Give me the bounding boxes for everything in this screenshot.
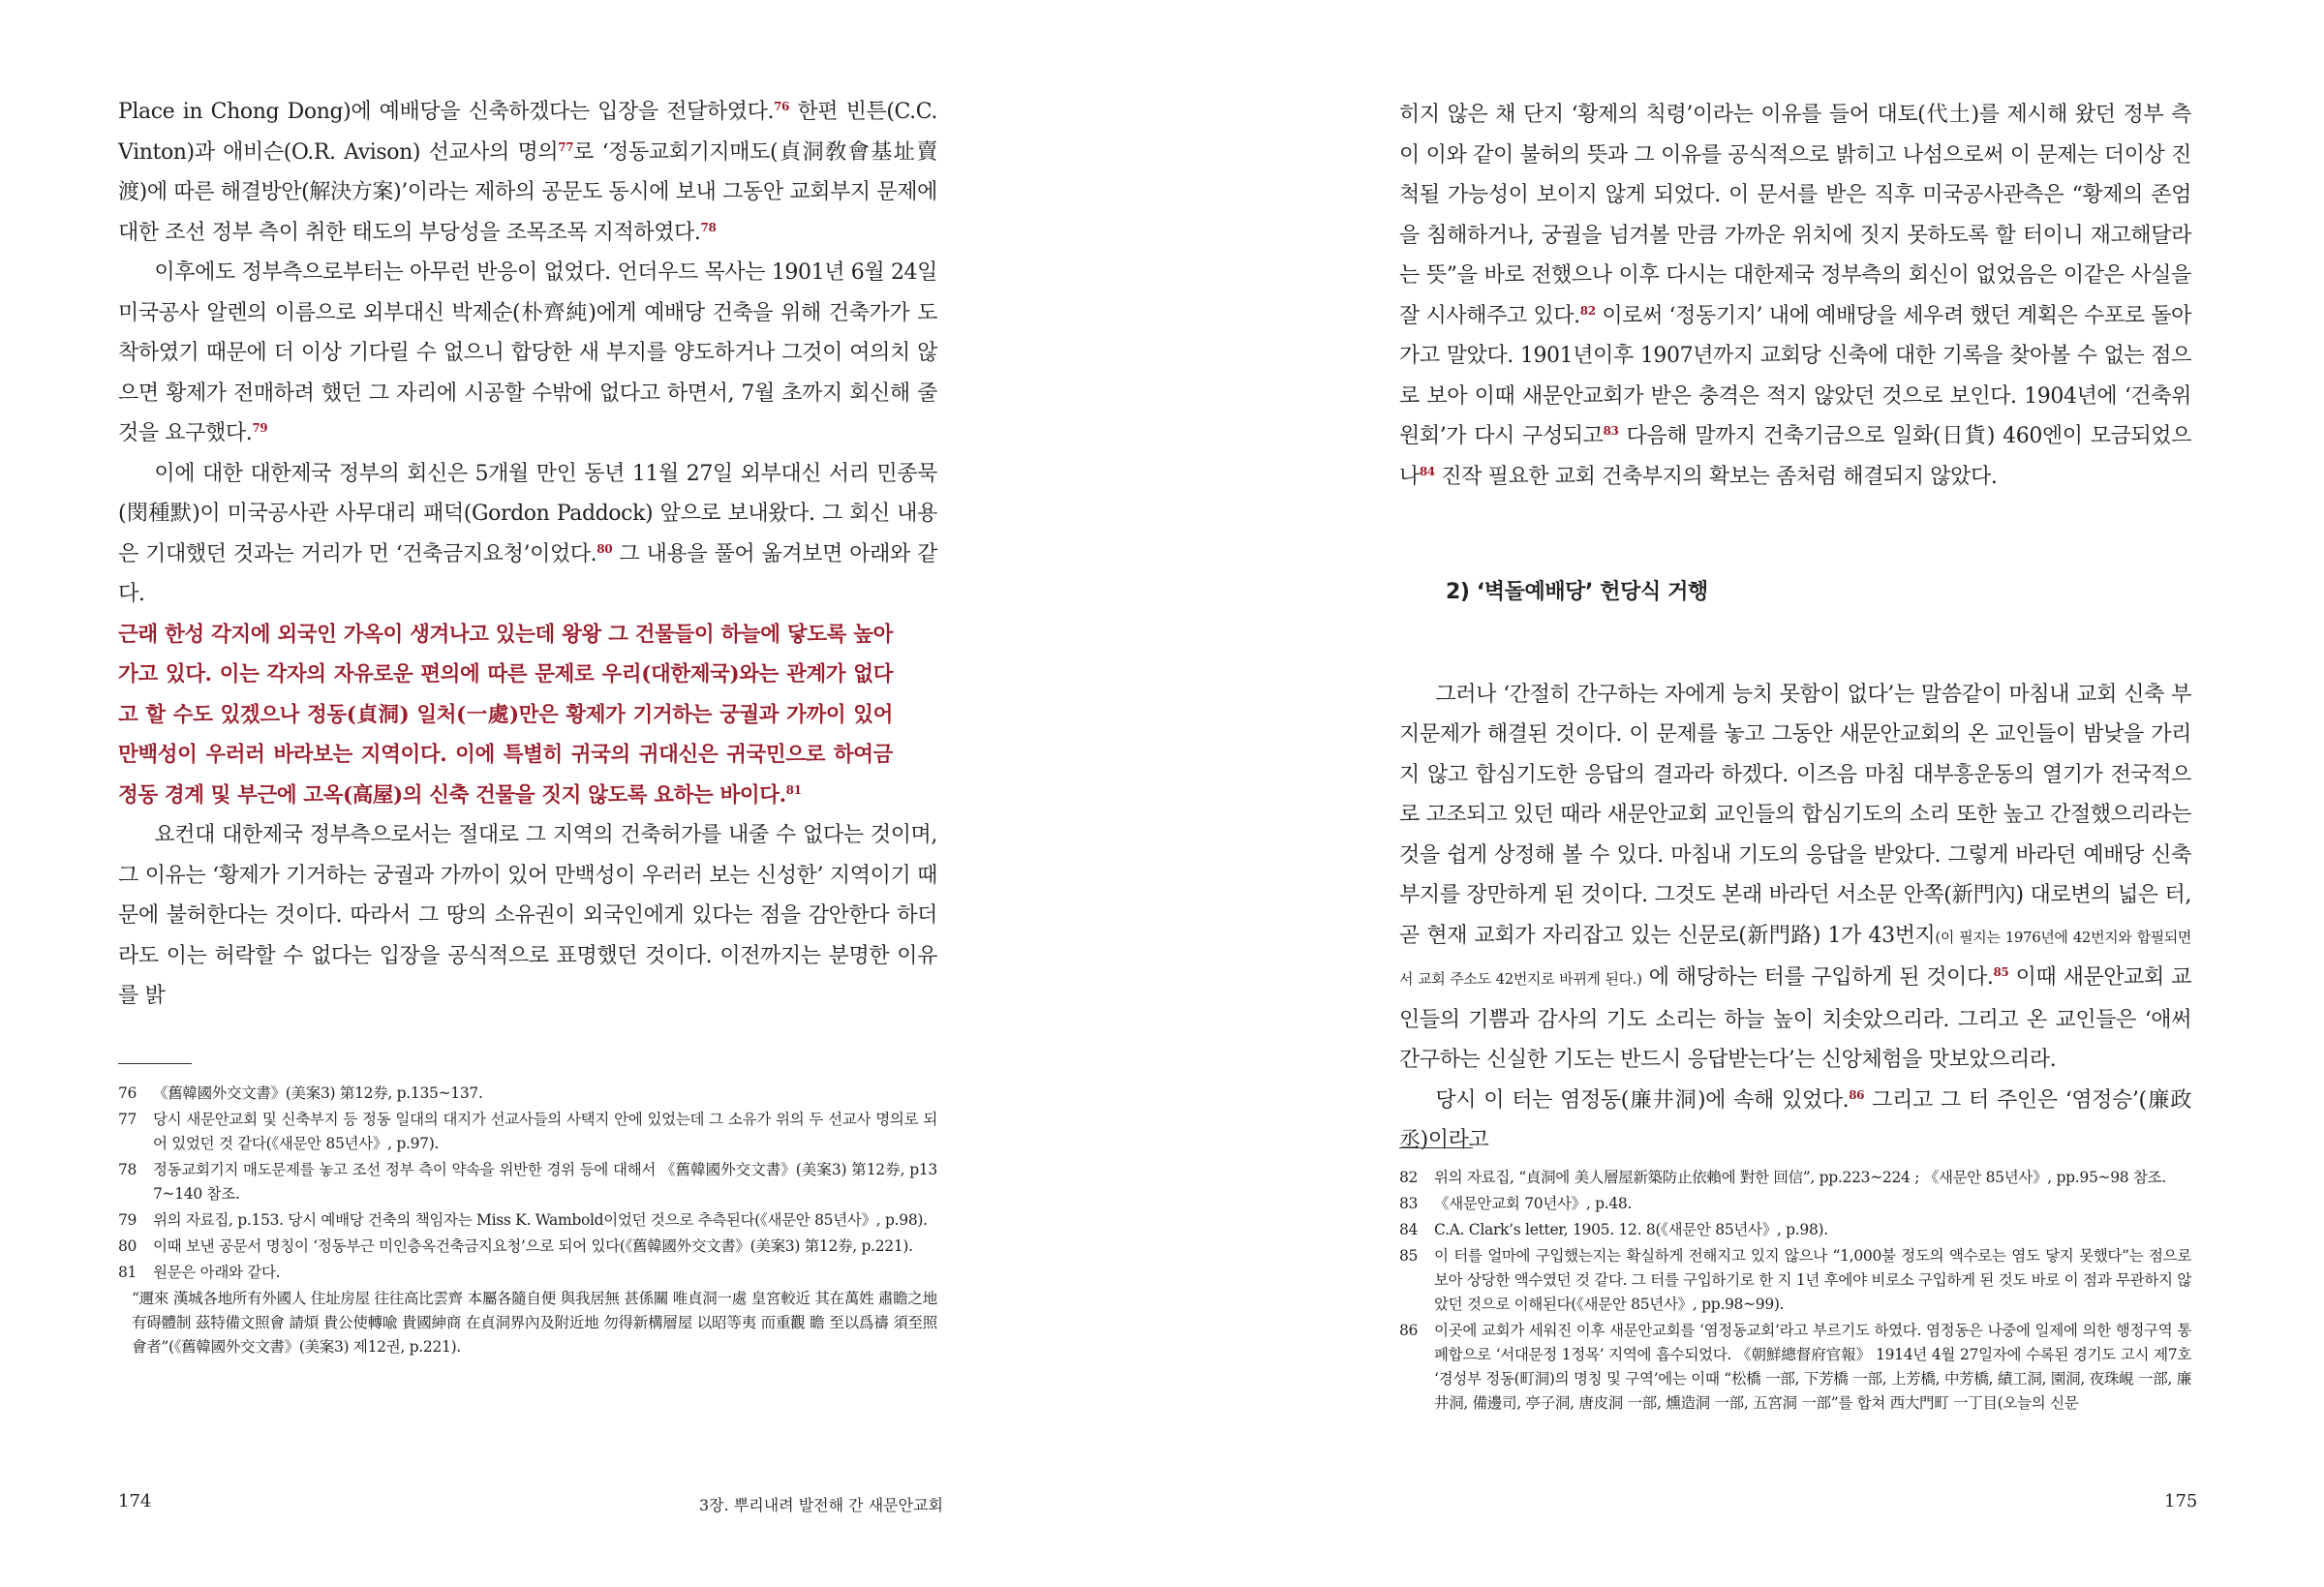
footnote: 82 위의 자료집, “貞洞에 美人層屋新築防止依賴에 對한 回信”, pp.223~224 ; 《새문안 85년사》, pp.95~98 참조. xyxy=(1399,1169,2166,1186)
paragraph: 이후에도 정부측으로부터는 아무런 반응이 없었다. 언더우드 목사는 1901년 6월 24일 미국공사 알렌의 이름으로 외부대신 박제순(朴齊純)에게 예배당 건축을 위해 건축가가 도착하였기 때문에 더 이상 기다릴 수 없으니 합당한 새 부지를 양도하거나 그것이 여의치 않으면 황제가 전매하려 했던 그 자리에 시공할 수밖에 없다고 하면서, 7월 초까지 회신해 줄 것을 요구했다.$^{79}$ xyxy=(118,260,937,445)
paragraph: 히지 않은 채 단지 ‘황제의 칙령’이라는 이유를 들어 대토(代土)를 제시해 왔던 정부 측이 이와 같이 불허의 뜻과 그 이유를 공식적으로 밝히고 나섬으로써 이 문제는 더이상 진척될 가능성이 보이지 않게 되었다. 이 문서를 받은 직후 미국공사관측은 “황제의 존엄을 침해하거나, 궁궐을 넘겨볼 만큼 가까운 위치에 짓지 못하도록 할 터이니 재고해달라는 뜻”을 바로 전했으나 이후 다시는 대한제국 정부측의 회신이 없었음은 이같은 사실을 잘 시사해주고 있다.$^{82}$ 이로써 ‘정동기지’ 내에 예배당을 세우려 했던 계획은 수포로 돌아가고 말았다. 1901년이후 1907년까지 교회당 신축에 대한 기록을 찾아볼 수 없는 점으로 보아 이때 새문안교회가 받은 충격은 적지 않았던 것으로 보인다. 1904년에 ‘건축위원회’가 다시 구성되고$^{83}$ 다음해 말까지 건축기금으로 일화(日貨) 460엔이 모금되었으나$^{84}$ 진작 필요한 교회 건축부지의 확보는 좀처럼 해결되지 않았다. xyxy=(1399,103,2192,489)
footnote: 84 C.A. Clark’s letter, 1905. 12. 8(《새문안 85년사》, p.98). xyxy=(1399,1221,1828,1238)
paragraph: 요컨대 대한제국 정부측으로서는 절대로 그 지역의 건축허가를 내줄 수 없다는 것이며, 그 이유는 ‘황제가 기거하는 궁궐과 가까이 있어 만백성이 우러러 보는 신성한’ 지역이기 때문에 불허한다는 것이다. 따라서 그 땅의 소유권이 외국인에게 있다는 점을 감안한다 하더라도 이는 허락할 수 없다는 입장을 공식적으로 표명했던 것이다. 이전까지는 분명한 이유를 밝 xyxy=(118,823,937,1008)
page-number: 175 xyxy=(2164,1491,2198,1511)
footnote: 80 이때 보낸 공문서 명칭이 ‘정동부근 미인층옥건축금지요청’으로 되어 있다(《舊韓國外交文書》(美案3) 第12券, p.221). xyxy=(118,1237,913,1255)
footnote-rule xyxy=(118,1063,192,1064)
footnote-ref[interactable]: 81 xyxy=(785,782,802,797)
footnote: 76 《舊韓國外交文書》(美案3) 第12券, p.135~137. xyxy=(118,1084,483,1102)
block-quote: 근래 한성 각지에 외국인 가옥이 생겨나고 있는데 왕왕 그 건물들이 하늘에 닿도록 높아가고 있다. 이는 각자의 자유로운 편의에 따른 문제로 우리(대한제국)와는 관계가 없다고 할 수도 있겠으나 정동(貞洞) 일처(一處)만은 황제가 기거하는 궁궐과 가까이 있어 만백성이 우러러 바라보는 지역이다. 이에 특별히 귀국의 귀대신은 귀국민으로 하여금 정동 경계 및 부근에 고옥(高屋)의 신축 건물을 짓지 않도록 요하는 바이다.$^{81}$ xyxy=(118,622,893,808)
footnote: 85 이 터를 얼마에 구입했는지는 확실하게 전해지고 있지 않으나 “1,000불 정도의 액수로는 염도 닿지 못했다”는 점으로 보아 상당한 액수였던 것 같다. 그 터를 구입하기로 한 지 1년 후에야 비로소 구입하게 된 것도 바로 이 점과 무관하지 않았던 것으로 이해된다(《새문안 85년사》, pp.98~99). xyxy=(1399,1247,2191,1313)
footnote: 81 원문은 아래와 같다. xyxy=(118,1264,281,1281)
paragraph: 그러나 ‘간절히 간구하는 자에게 능치 못함이 없다’는 말씀같이 마침내 교회 신축 부지문제가 해결된 것이다. 이 문제를 놓고 그동안 새문안교회의 온 교인들이 밤낮을 가리지 않고 합심기도한 응답의 결과라 하겠다. 이즈음 마침 대부흥운동의 열기가 전국적으로 고조되고 있던 때라 새문안교회 교인들의 합심기도의 소리 또한 높고 간절했으리라는 것을 쉽게 상정해 볼 수 있다. 마침내 기도의 응답을 받았다. 그렇게 바라던 예배당 신축 부지를 장만하게 된 것이다. 그것도 본래 바라던 서소문 안쪽(新門內) 대로변의 넓은 터, 곧 현재 교회가 자리잡고 있는 신문로(新門路) 1가 43번지(이 필지는 1976년에 42번지와 합필되면서 교회 주소도 42번지로 바뀌게 된다.) 에 해당하는 터를 구입하게 된 것이다.$^{85}$ 이때 새문안교회 교인들의 기쁨과 감사의 기도 소리는 하늘 높이 치솟았으리라. 그리고 온 교인들은 ‘애써 간구하는 신실한 기도는 반드시 응답받는다’는 신앙체험을 맛보았으리라. xyxy=(1399,682,2191,1072)
footnote: 86 이곳에 교회가 세워진 이후 새문안교회를 ‘염정동교회’라고 부르기도 하였다. 염정동은 나중에 일제에 의한 행정구역 통폐합으로 ‘서대문정 1정목’ 지역에 흡수되었다. 《朝鮮總督府官報》 1914년 4월 27일자에 수록된 경기도 고시 제7호 ‘경성부 정동(町洞)의 명칭 및 구역’에는 이때 “松橋 一部, 下芳橋 一部, 上芳橋, 中芳橋, 績工洞, 園洞, 夜珠峴 一部, 廉井洞, 備邊司, 亭子洞, 唐皮洞 一部, 燻造洞 一部, 五宮洞 一部”를 합쳐 西大門町 一丁目(오늘의 신문 xyxy=(1399,1322,2191,1412)
footnote-rule xyxy=(1399,1147,1473,1148)
footnote-ref[interactable]: 78 xyxy=(700,220,717,234)
footnote-ref[interactable]: 77 xyxy=(558,139,574,154)
page-number: 174 xyxy=(118,1491,152,1511)
footnote-ref[interactable]: 86 xyxy=(1849,1087,1865,1102)
footnote: 77 당시 새문안교회 및 신축부지 등 정동 일대의 대지가 선교사들의 사택지 안에 있었는데 그 소유가 위의 두 선교사 명의로 되어 있었던 것 같다(《새문안 85년사》, p.97). xyxy=(118,1111,937,1152)
footnote-ref[interactable]: 76 xyxy=(774,100,789,113)
section-heading: 2) ‘벽돌예배당’ 헌당식 거행 xyxy=(1446,580,1708,604)
footnote-ref[interactable]: 84 xyxy=(1419,464,1435,478)
paragraph: 이에 대한 대한제국 정부의 회신은 5개월 만인 동년 11월 27일 외부대신 서리 민종묵(閔種默)이 미국공사관 사무대리 패덕(Gordon Paddock) 앞으로 보내왔다. 그 회신 내용은 기대했던 것과는 거리가 먼 ‘건축금지요청’이었다.$^{80}$ 그 내용을 풀어 옮겨보면 아래와 같다. xyxy=(118,461,937,606)
footnote-quote: “邇來 漢城各地所有外國人 住址房屋 往往高比雲齊 本屬各隨自便 與我居無 甚係關 唯貞洞一處 皇宮較近 其在萬姓 肅瞻之地 有碍體制 茲特備文照會 請煩 貴公使轉喩 貴國紳商 在貞洞界內及附近地 勿得新構層屋 以昭等夷 而重觀 瞻 至以爲禱 須至照會者”(《舊韓國外交文書》(美案3) 제12권, p.221). xyxy=(132,1290,937,1356)
footnote: 83 《새문안교회 70년사》, p.48. xyxy=(1399,1195,1633,1212)
right-page xyxy=(1162,0,2324,1587)
running-head: 3장. 뿌리내려 발전해 간 새문안교회 xyxy=(699,1496,943,1514)
right-body-text xyxy=(1399,95,2191,1161)
paragraph: 당시 이 터는 염정동(廉井洞)에 속해 있었다.$^{86}$ 그리고 그 터 주인은 ‘염정승’(廉政丞)이라고 xyxy=(1399,1087,2191,1152)
footnote-ref[interactable]: 79 xyxy=(252,421,268,435)
footnote: 78 정동교회기지 매도문제를 놓고 조선 정부 측이 약속을 위반한 경위 등에 대해서 《舊韓國外交文書》(美案3) 第12券, p137~140 참조. xyxy=(118,1161,937,1203)
footnote: 79 위의 자료집, p.153. 당시 예배당 건축의 책임자는 Miss K. Wambold이었던 것으로 추측된다(《새문안 85년사》, p.98). xyxy=(118,1211,928,1229)
left-footnotes xyxy=(118,1063,937,1361)
footnote-ref[interactable]: 80 xyxy=(596,541,613,556)
right-footnotes xyxy=(1399,1147,2191,1418)
left-body-text xyxy=(118,92,937,1017)
footnote-ref[interactable]: 82 xyxy=(1579,303,1596,318)
paragraph: Place in Chong Dong)에 예배당을 신축하겠다는 입장을 전달하였다.$^{76}$ 한편 빈튼(C.C. Vinton)과 애비슨(O.R. Avison) 선교사의 명의$^{77}$로 ‘정동교회기지매도(貞洞敎會基址賣渡)에 따른 해결방안(解決方案)’이라는 제하의 공문도 동시에 보내 그동안 교회부지 문제에 대한 조선 정부 측이 취한 태도의 부당성을 조목조목 지적하였다.$^{78}$ xyxy=(118,100,938,245)
footnote-ref[interactable]: 83 xyxy=(1603,424,1619,438)
footnote-ref[interactable]: 85 xyxy=(1993,965,2009,979)
